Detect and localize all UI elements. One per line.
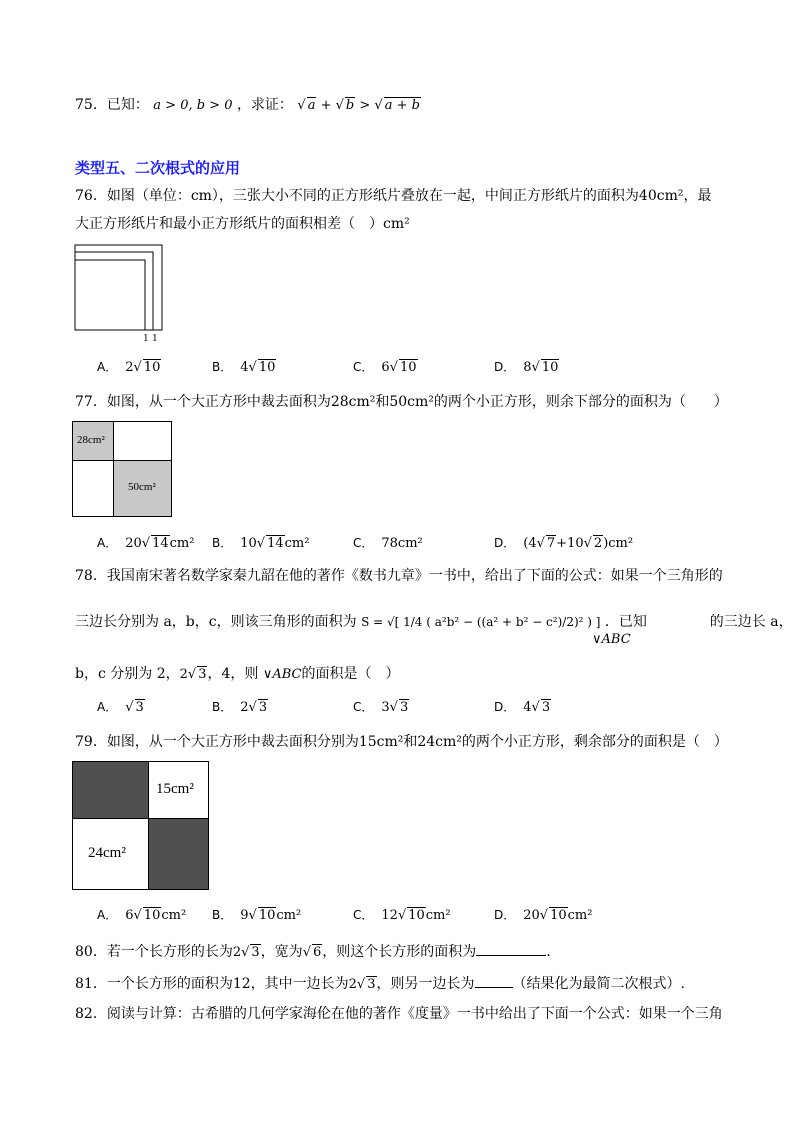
- q76-line2: 大正方形纸片和最小正方形纸片的面积相差（ ）cm²: [75, 216, 410, 232]
- option-unit: cm²: [161, 908, 187, 923]
- q76-line1: 76．如图（单位：cm），三张大小不同的正方形纸片叠放在一起，中间正方形纸片的面积为40cm²，最: [75, 188, 712, 204]
- option-key: C．: [353, 908, 374, 922]
- q80-radicand-1: 3: [251, 945, 260, 960]
- q80-text-a: 80．若一个长方形的长为: [75, 944, 233, 960]
- option-radicand: 10: [258, 908, 276, 923]
- q81-text-b: ，则另一边长为: [376, 976, 475, 992]
- option-unit: cm²: [425, 908, 451, 923]
- option-key: C．: [353, 700, 374, 714]
- option-text: 78cm²: [381, 536, 423, 551]
- q76-option-b[interactable]: B． 4√ 10: [212, 360, 276, 375]
- q80-text-c: ，则这个长方形的面积为: [322, 944, 477, 960]
- option-post: )cm²: [603, 536, 634, 551]
- q78-formula: S = √[ 1/4 ( a²b² − ((a² + b² − c²)/2)² ) ]: [361, 615, 601, 629]
- option-radicand-2: 2: [593, 536, 603, 551]
- q78-line3-tail: 的面积是（ ）: [301, 666, 400, 682]
- q75-radicand-ab: a + b: [384, 98, 420, 113]
- q82-line1: 82．阅读与计算：古希腊的几何学家海伦在他的著作《度量》一书中给出了下面一个公式：如果一个三角: [75, 1006, 723, 1022]
- section-title: 类型五、二次根式的应用: [75, 159, 241, 177]
- option-radicand: 3: [541, 700, 551, 715]
- option-key: D．: [494, 908, 516, 922]
- option-radicand: 10: [143, 360, 161, 375]
- option-key: B．: [212, 908, 233, 922]
- option-coef: 9: [240, 908, 249, 923]
- option-radicand-1: 7: [546, 536, 556, 551]
- q78-line3: b，c 分别为 2，2√ 3，4，则 ∨ABC的面积是（ ）: [75, 666, 400, 682]
- q81-radicand: 3: [367, 977, 376, 992]
- q80-coef: 2: [232, 945, 242, 960]
- q78-line2-tail: 的三边长 a，: [709, 614, 793, 630]
- option-key: A．: [97, 700, 118, 714]
- q78-option-b[interactable]: B． 2√ 3: [212, 700, 268, 715]
- q77-option-d[interactable]: D． (4√ 7+10√ 2)cm²: [494, 536, 634, 551]
- q80-radicand-2: 6: [312, 945, 322, 960]
- option-key: D．: [494, 360, 516, 374]
- q79-option-b[interactable]: B． 9√ 10cm²: [212, 908, 302, 923]
- option-unit: cm²: [276, 908, 302, 923]
- q78-line2: [75, 612, 793, 632]
- q78-line2-text: 三边长分别为 a，b，c，则该三角形的面积为: [75, 614, 357, 630]
- option-coef: 2: [125, 360, 134, 375]
- option-coef: 12: [381, 908, 398, 923]
- q79-label-b: 24cm²: [88, 845, 126, 861]
- option-radicand: 3: [258, 700, 268, 715]
- option-coef: 20: [125, 536, 142, 551]
- q75-radicand-a: a: [307, 98, 316, 113]
- question-81: 81．一个长方形的面积为12，其中一边长为2√ 3，则另一边长为 （结果化为最简二次根式）.: [75, 976, 685, 992]
- q79-figure: [72, 761, 209, 890]
- option-radicand: 10: [399, 360, 417, 375]
- q75-radicand-b: b: [345, 98, 355, 113]
- q78-line1: 78．我国南宋著名数学家秦九韶在他的著作《数书九章》一书中，给出了下面的公式：如果一个三角形的: [75, 568, 723, 584]
- option-radicand: 3: [399, 700, 409, 715]
- option-radicand: 10: [258, 360, 276, 375]
- q79-option-c[interactable]: C． 12√ 10cm²: [353, 908, 451, 923]
- option-coef: 6: [125, 908, 134, 923]
- option-key: A．: [97, 360, 118, 374]
- option-coef: 2: [240, 700, 249, 715]
- q77-option-a[interactable]: A． 20√ 14cm²: [97, 536, 195, 551]
- q81-text-a: 81．一个长方形的面积为12，其中一边长为: [75, 976, 349, 992]
- q76-fig-label-2: 1: [152, 332, 158, 344]
- q78-option-a[interactable]: A． √ 3: [97, 700, 144, 715]
- option-radicand: 14: [267, 536, 284, 551]
- option-key: A．: [97, 536, 118, 550]
- option-coef: 3: [381, 700, 390, 715]
- option-radicand: 10: [143, 908, 161, 923]
- q81-coef: 2: [348, 977, 357, 992]
- question-80: 80．若一个长方形的长为2√ 3，宽为√ 6，则这个长方形的面积为 .: [75, 944, 551, 960]
- option-radicand: 3: [135, 700, 144, 715]
- q81-text-c: （结果化为最简二次根式）.: [512, 976, 685, 992]
- q78-coef: 2: [179, 667, 188, 682]
- option-key: D．: [494, 536, 516, 550]
- option-coef: 6: [381, 360, 390, 375]
- option-radicand: 10: [550, 908, 567, 923]
- q78-line3-mid: ，4，则: [207, 666, 259, 682]
- q80-text-b: ，宽为: [260, 944, 303, 960]
- q75-inequality: √ a + √ b > √ a + b: [297, 98, 420, 113]
- q76-option-a[interactable]: A． 2√ 10: [97, 360, 161, 375]
- option-coef: 10: [240, 536, 257, 551]
- option-key: A．: [97, 908, 118, 922]
- option-key: B．: [212, 700, 233, 714]
- option-coef: 20: [523, 908, 540, 923]
- q75-prove-label: ，求证：: [236, 97, 293, 113]
- option-coef: 4: [240, 360, 249, 375]
- q78-triangle-label: ∨ABC: [592, 632, 631, 647]
- option-unit: cm²: [169, 536, 195, 551]
- option-coef: 4: [523, 700, 532, 715]
- option-coef: 8: [523, 360, 532, 375]
- q81-answer-blank[interactable]: [475, 987, 513, 988]
- option-unit: cm²: [567, 908, 593, 923]
- q80-answer-blank[interactable]: [476, 955, 546, 956]
- q78-option-c[interactable]: C． 3√ 3: [353, 700, 409, 715]
- option-radicand: 14: [152, 536, 169, 551]
- q80-period: .: [546, 944, 551, 960]
- q77-figure: [72, 421, 172, 517]
- q77-option-b[interactable]: B． 10√ 14cm²: [212, 536, 310, 551]
- option-radicand: 10: [541, 360, 559, 375]
- q76-fig-label-1: 1: [143, 332, 149, 344]
- option-key: B．: [212, 536, 233, 550]
- question-75: [75, 95, 421, 116]
- option-key: B．: [212, 360, 233, 374]
- q75-condition: a > 0, b > 0: [153, 98, 233, 113]
- q76-option-d[interactable]: D． 8√ 10: [494, 360, 559, 375]
- q78-triangle-ref: ∨ABC: [262, 667, 302, 682]
- q79-option-a[interactable]: A． 6√ 10cm²: [97, 908, 187, 923]
- option-radicand: 10: [408, 908, 425, 923]
- q79-line1: 79．如图，从一个大正方形中裁去面积分别为15cm²和24cm²的两个小正方形，剩余部分的面积是（ ）: [75, 734, 728, 750]
- q76-option-c[interactable]: C． 6√ 10: [353, 360, 417, 375]
- q78-given: ．已知: [604, 614, 647, 630]
- q77-line1: 77．如图，从一个大正方形中裁去面积为28cm²和50cm²的两个小正方形，则余下部分的面积为（ ）: [75, 394, 728, 410]
- q77-label-a: 28cm²: [77, 434, 105, 446]
- q75-text: 75．已知：: [75, 97, 149, 113]
- q77-option-c[interactable]: [353, 534, 423, 551]
- option-key: C．: [353, 360, 374, 374]
- q78-radicand: 3: [198, 667, 207, 682]
- q79-option-d[interactable]: D． 20√ 10cm²: [494, 908, 593, 923]
- q79-label-a: 15cm²: [156, 781, 194, 797]
- q77-label-b: 50cm²: [128, 481, 156, 493]
- option-mid: +10: [556, 536, 584, 551]
- q78-line3-text: b，c 分别为 2，: [75, 666, 180, 682]
- option-unit: cm²: [284, 536, 310, 551]
- option-key: C．: [353, 536, 374, 550]
- q76-figure: [74, 244, 164, 348]
- q78-option-d[interactable]: D． 4√ 3: [494, 700, 551, 715]
- option-pre: (4: [523, 536, 537, 551]
- option-key: D．: [494, 700, 516, 714]
